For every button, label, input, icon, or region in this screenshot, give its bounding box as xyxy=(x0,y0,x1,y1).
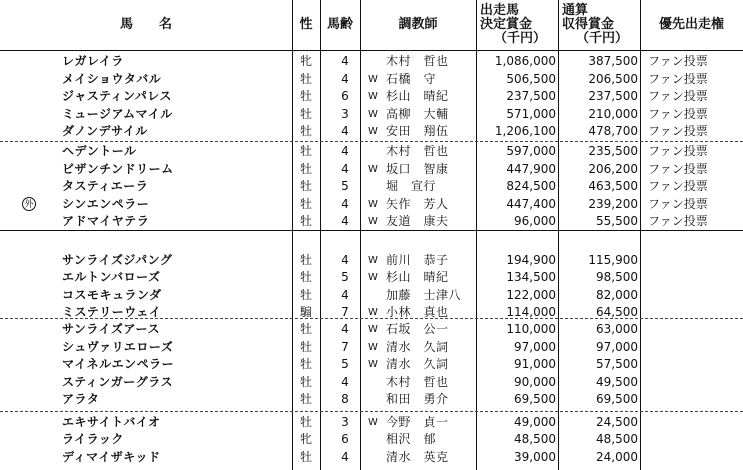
cell-priority: ファン投票 xyxy=(648,197,708,211)
cell-trainer: 杉山 晴紀 xyxy=(386,270,449,284)
cell-prize-entry: 824,500 xyxy=(506,179,556,193)
cell-priority xyxy=(648,287,743,304)
table-row xyxy=(0,449,743,466)
cell-prize-total: 55,500 xyxy=(596,214,638,228)
cell-prize-entry: 122,000 xyxy=(506,288,556,302)
cell-sex: 牡 xyxy=(299,288,312,302)
cell-prize-total: 115,900 xyxy=(588,253,638,267)
cell-horse-name: アラタ xyxy=(62,392,100,406)
cell-priority: ファン投票 xyxy=(648,72,708,86)
table-row xyxy=(0,71,743,88)
cell-horse-name: ダノンデサイル xyxy=(62,124,148,138)
table-row xyxy=(0,304,743,321)
cell-training-mark: W xyxy=(368,109,378,120)
cell-prize-total: 98,500 xyxy=(596,270,638,284)
cell-age: 4 xyxy=(341,214,349,228)
cell-prize-total: 387,500 xyxy=(588,54,638,68)
cell-training-mark: W xyxy=(368,342,378,353)
cell-horse-name: エキサイトバイオ xyxy=(62,415,161,429)
cell-prize-total: 237,500 xyxy=(588,89,638,103)
header-prize-total-line1: 通算 xyxy=(562,3,589,18)
cell-horse-name: スティンガーグラス xyxy=(62,375,173,389)
header-trainer: 調教師 xyxy=(398,17,438,32)
cell-age: 4 xyxy=(341,124,349,138)
cell-age: 3 xyxy=(341,107,349,121)
cell-horse-name: コスモキュランダ xyxy=(62,288,162,302)
cell-training-mark: W xyxy=(368,126,378,137)
cell-prize-total: 57,500 xyxy=(596,357,638,371)
cell-priority xyxy=(648,321,743,338)
cell-prize-entry: 1,086,000 xyxy=(494,54,556,68)
header-prize-total xyxy=(558,0,640,50)
cell-training-mark xyxy=(366,143,380,160)
cell-age: 4 xyxy=(341,162,349,176)
cell-training-mark: W xyxy=(368,74,378,85)
cell-sex: 牡 xyxy=(299,107,312,121)
cell-sex: 牡 xyxy=(299,450,312,464)
cell-sex: 牡 xyxy=(299,197,312,211)
cell-prize-entry: 91,000 xyxy=(514,357,556,371)
cell-training-mark xyxy=(366,391,380,408)
cell-trainer: 和田 勇介 xyxy=(386,392,449,406)
cell-prize-entry: 237,500 xyxy=(506,89,556,103)
cell-age: 4 xyxy=(341,450,349,464)
cell-sex: 牡 xyxy=(299,124,312,138)
cell-horse-name: ビザンチンドリーム xyxy=(62,162,174,176)
cell-prize-total: 24,000 xyxy=(596,450,638,464)
cell-prize-entry: 49,000 xyxy=(514,415,556,429)
cell-horse-name: ミュージアムマイル xyxy=(62,107,173,121)
table-row xyxy=(0,269,743,286)
cell-training-mark xyxy=(366,431,380,448)
table-row xyxy=(0,196,743,213)
cell-sex: 牡 xyxy=(299,214,312,228)
cell-sex: 牝 xyxy=(299,54,312,68)
cell-priority xyxy=(648,356,743,373)
cell-prize-entry: 69,500 xyxy=(514,392,556,406)
cell-trainer: 友道 康夫 xyxy=(386,214,449,228)
cell-priority xyxy=(648,252,743,269)
table-row xyxy=(0,321,743,338)
cell-training-mark: W xyxy=(368,417,378,428)
header-rule xyxy=(0,50,743,51)
header-prize-entry-unit: （千円） xyxy=(494,31,547,46)
cell-prize-total: 463,500 xyxy=(588,179,638,193)
cell-prize-total: 206,500 xyxy=(588,72,638,86)
cell-sex: 牝 xyxy=(299,432,312,446)
cell-trainer: 杉山 晴紀 xyxy=(386,89,449,103)
table-row xyxy=(0,88,743,105)
cell-training-mark xyxy=(366,53,380,70)
cell-priority: ファン投票 xyxy=(648,89,708,103)
table-row xyxy=(0,106,743,123)
header-sex: 性 xyxy=(299,17,313,32)
cell-sex: 牡 xyxy=(299,357,312,371)
cell-training-mark xyxy=(366,449,380,466)
cell-age: 4 xyxy=(341,54,349,68)
cell-prize-entry: 39,000 xyxy=(514,450,556,464)
cell-horse-name: シュヴァリエローズ xyxy=(62,340,174,354)
cell-age: 8 xyxy=(341,392,349,406)
cell-priority xyxy=(648,414,743,431)
cell-sex: 牡 xyxy=(299,322,312,336)
cell-trainer: 前川 恭子 xyxy=(386,253,449,267)
cell-sex: 牡 xyxy=(299,89,312,103)
cell-age: 7 xyxy=(341,305,349,319)
header-prize-total-unit: （千円） xyxy=(576,31,629,46)
cell-prize-total: 210,000 xyxy=(588,107,638,121)
cell-age: 4 xyxy=(341,72,349,86)
cell-age: 6 xyxy=(341,432,349,446)
cell-sex: 牡 xyxy=(299,253,312,267)
cell-priority xyxy=(648,391,743,408)
cell-trainer: 坂口 智康 xyxy=(386,162,449,176)
cell-sex: 牡 xyxy=(299,144,312,158)
table-row xyxy=(0,161,743,178)
cell-age: 3 xyxy=(341,415,349,429)
cell-horse-name: ディマイザキッド xyxy=(62,450,161,464)
table-row xyxy=(0,143,743,160)
header-prize-entry-line1: 出走馬 xyxy=(480,3,520,18)
cell-training-mark: W xyxy=(368,324,378,335)
cell-horse-name: ジャスティンパレス xyxy=(62,89,172,103)
cell-priority xyxy=(648,304,743,321)
cell-priority xyxy=(648,374,743,391)
cell-trainer: 安田 翔伍 xyxy=(386,124,449,138)
header-prize-entry-line2: 決定賞金 xyxy=(480,17,533,32)
cell-sex: 牡 xyxy=(299,340,312,354)
cell-prize-entry: 194,900 xyxy=(506,253,556,267)
cell-trainer: 清水 久詞 xyxy=(386,340,449,354)
table-row xyxy=(0,178,743,195)
cell-sex: 牡 xyxy=(299,415,312,429)
table-row xyxy=(0,431,743,448)
cell-training-mark xyxy=(366,178,380,195)
cell-training-mark: W xyxy=(368,272,378,283)
header-priority: 優先出走権 xyxy=(658,17,724,32)
cell-training-mark: W xyxy=(368,164,378,175)
cell-trainer: 矢作 芳人 xyxy=(386,197,449,211)
cell-training-mark xyxy=(366,287,380,304)
cell-trainer: 木村 哲也 xyxy=(386,54,449,68)
cell-age: 4 xyxy=(341,322,349,336)
cell-age: 5 xyxy=(341,357,349,371)
cell-prize-total: 63,000 xyxy=(596,322,638,336)
group-divider xyxy=(0,411,743,412)
cell-sex: 牡 xyxy=(299,392,312,406)
table-row xyxy=(0,356,743,373)
cell-prize-total: 69,500 xyxy=(596,392,638,406)
cell-horse-name: エルトンバローズ xyxy=(62,270,161,284)
cell-age: 6 xyxy=(341,89,349,103)
cell-trainer: 石坂 公一 xyxy=(386,322,449,336)
cell-prize-total: 206,200 xyxy=(588,162,638,176)
table-row xyxy=(0,123,743,140)
cell-sex: 牡 xyxy=(299,179,312,193)
cell-trainer: 今野 貞一 xyxy=(386,415,449,429)
group-divider xyxy=(0,141,743,142)
cell-sex: 牡 xyxy=(299,162,312,176)
table-row xyxy=(0,213,743,230)
cell-age: 7 xyxy=(341,340,349,354)
cell-training-mark xyxy=(366,374,380,391)
cell-horse-name: ライラック xyxy=(62,432,124,446)
cell-trainer: 加藤 士津八 xyxy=(386,288,462,302)
cell-priority: ファン投票 xyxy=(648,124,708,138)
cell-training-mark: W xyxy=(368,359,378,370)
cell-trainer: 相沢 郁 xyxy=(386,432,437,446)
cell-age: 4 xyxy=(341,253,349,267)
cell-prize-entry: 90,000 xyxy=(514,375,556,389)
table-row xyxy=(0,414,743,431)
cell-trainer: 清水 英克 xyxy=(386,450,449,464)
cell-priority xyxy=(648,339,743,356)
cell-sex: 牡 xyxy=(299,375,312,389)
cell-prize-entry: 110,000 xyxy=(506,322,556,336)
cell-trainer: 高柳 大輔 xyxy=(386,107,449,121)
cell-priority xyxy=(648,449,743,466)
cell-training-mark: W xyxy=(368,199,378,210)
cell-horse-name: シンエンペラー xyxy=(62,197,150,211)
cell-priority: ファン投票 xyxy=(648,144,708,158)
cell-prize-entry: 447,900 xyxy=(506,162,556,176)
cell-trainer: 木村 哲也 xyxy=(386,375,449,389)
cell-trainer: 堀 宣行 xyxy=(386,179,437,193)
cell-priority: ファン投票 xyxy=(648,162,708,176)
cell-priority: ファン投票 xyxy=(648,54,708,68)
foreign-mark-icon: 外 xyxy=(22,197,36,211)
cell-horse-name: サンライズアース xyxy=(62,322,160,336)
cell-training-mark: W xyxy=(368,216,378,227)
cell-prize-entry: 447,400 xyxy=(506,197,556,211)
table-row xyxy=(0,252,743,269)
cell-prize-entry: 134,500 xyxy=(506,270,556,284)
cell-horse-name: アドマイヤテラ xyxy=(62,214,150,228)
header-prize-total-line2: 収得賞金 xyxy=(562,17,615,32)
header-age: 馬齢 xyxy=(326,17,353,32)
table-row xyxy=(0,374,743,391)
table-row xyxy=(0,287,743,304)
cell-prize-entry: 506,500 xyxy=(506,72,556,86)
cell-prize-total: 97,000 xyxy=(596,340,638,354)
cell-prize-total: 235,500 xyxy=(588,144,638,158)
cell-prize-entry: 97,000 xyxy=(514,340,556,354)
cell-age: 4 xyxy=(341,288,349,302)
cell-age: 5 xyxy=(341,270,349,284)
cell-priority: ファン投票 xyxy=(648,107,708,121)
cell-sex: 牡 xyxy=(299,270,312,284)
cell-prize-total: 48,500 xyxy=(596,432,638,446)
cell-horse-name: マイネルエンペラー xyxy=(62,357,175,371)
cell-prize-entry: 114,000 xyxy=(506,305,556,319)
cell-prize-total: 49,500 xyxy=(596,375,638,389)
table-row xyxy=(0,53,743,70)
cell-prize-total: 24,500 xyxy=(596,415,638,429)
cell-prize-entry: 571,000 xyxy=(506,107,556,121)
cell-training-mark: W xyxy=(368,91,378,102)
header-prize-entry xyxy=(476,0,558,50)
cell-priority: ファン投票 xyxy=(648,179,708,193)
header-horse-name: 馬 名 xyxy=(119,17,172,32)
cell-trainer: 小林 真也 xyxy=(386,305,449,319)
cell-prize-total: 64,500 xyxy=(596,305,638,319)
cell-sex: 牡 xyxy=(299,72,312,86)
table-row xyxy=(0,391,743,408)
cell-prize-total: 82,000 xyxy=(596,288,638,302)
cell-trainer: 清水 久詞 xyxy=(386,357,449,371)
cell-horse-name: ヘデントール xyxy=(62,144,137,158)
cell-prize-entry: 1,206,100 xyxy=(494,124,556,138)
cell-sex: 騸 xyxy=(299,305,312,319)
cell-horse-name: タスティエーラ xyxy=(62,179,149,193)
cell-prize-entry: 597,000 xyxy=(506,144,556,158)
cell-age: 5 xyxy=(341,179,349,193)
cell-prize-total: 239,200 xyxy=(588,197,638,211)
cell-horse-name: サンライズジパング xyxy=(62,253,173,267)
cell-training-mark: W xyxy=(368,255,378,266)
cell-horse-name: メイショウタバル xyxy=(62,72,162,86)
cell-prize-entry: 96,000 xyxy=(514,214,556,228)
table-row xyxy=(0,339,743,356)
cell-horse-name: ミステリーウェイ xyxy=(62,305,162,319)
section-divider xyxy=(0,230,743,231)
cell-age: 4 xyxy=(341,144,349,158)
cell-age: 4 xyxy=(341,197,349,211)
cell-trainer: 木村 哲也 xyxy=(386,144,449,158)
cell-priority xyxy=(648,269,743,286)
cell-training-mark: W xyxy=(368,307,378,318)
cell-horse-name: レガレイラ xyxy=(62,54,124,68)
cell-priority: ファン投票 xyxy=(648,214,708,228)
cell-prize-entry: 48,500 xyxy=(514,432,556,446)
cell-trainer: 石橋 守 xyxy=(386,72,437,86)
cell-priority xyxy=(648,431,743,448)
cell-age: 4 xyxy=(341,375,349,389)
cell-prize-total: 478,700 xyxy=(588,124,638,138)
